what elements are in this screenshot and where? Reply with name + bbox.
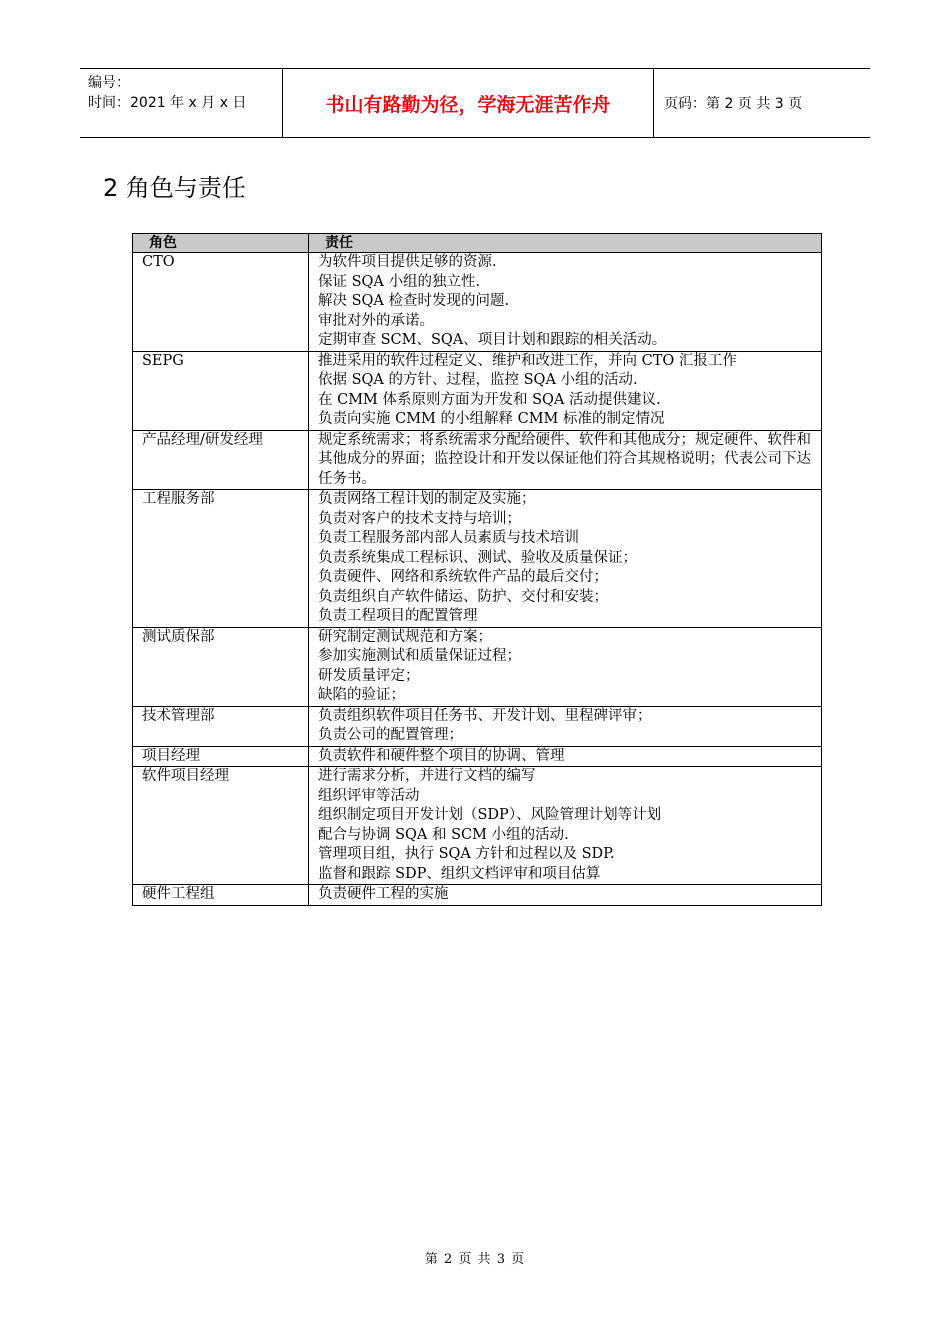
role-cell: 产品经理/研发经理: [133, 430, 309, 490]
page-footer: 第 2 页 共 3 页: [424, 1252, 526, 1267]
table-row: [133, 351, 822, 430]
table-row: [133, 490, 822, 628]
code-label: 编号：: [88, 75, 130, 91]
role-cell: 项目经理: [133, 746, 309, 767]
responsibility-line: 监督和跟踪 SDP、组织文档评审和项目估算: [318, 865, 601, 882]
responsibility-line: 缺陷的验证；: [318, 687, 405, 703]
roles-table: [132, 233, 822, 906]
responsibility-cell: [309, 885, 822, 906]
responsibility-line: 审批对外的承诺。: [318, 312, 434, 329]
responsibility-line: 负责网络工程计划的制定及实施；: [318, 491, 536, 507]
responsibility-line: 负责工程服务部内部人员素质与技术培训: [318, 530, 579, 546]
responsibility-cell: [309, 706, 822, 746]
header-meta: [80, 69, 282, 137]
responsibility-line: 配合与协调 SQA 和 SCM 小组的活动.: [318, 826, 569, 843]
table-row: [133, 430, 822, 490]
responsibility-line: 负责组织自产软件储运、防护、交付和安装；: [318, 588, 608, 605]
roles-table-body: [133, 253, 822, 906]
table-row: [133, 885, 822, 906]
responsibility-cell: [309, 627, 822, 706]
responsibility-cell: [309, 767, 822, 885]
role-cell: 软件项目经理: [133, 767, 309, 885]
responsibility-cell: [309, 490, 822, 628]
responsibility-line: 负责硬件、网络和系统软件产品的最后交付；: [318, 569, 608, 585]
responsibility-line: 解决 SQA 检查时发现的问题.: [318, 293, 510, 309]
header-page-info: 页码：第 2 页 共 3 页: [664, 96, 803, 112]
responsibility-line: 依据 SQA 的方针、过程，监控 SQA 小组的活动.: [318, 372, 638, 388]
role-cell: 测试质保部: [133, 627, 309, 706]
responsibility-line: 推进采用的软件过程定义、维护和改进工作，并向 CTO 汇报工作: [318, 352, 737, 369]
role-cell: 技术管理部: [133, 706, 309, 746]
responsibility-line: 负责硬件工程的实施: [318, 886, 449, 902]
header-responsibility: 责任: [309, 234, 822, 253]
responsibility-line: 规定系统需求；将系统需求分配给硬件、软件和其他成分；规定硬件、软件和其他成分的界面；监控设计和开发以保证他们符合其规格说明；代表公司下达任务书。: [318, 431, 811, 487]
time-label: 时间：2021 年 x 月 x 日: [88, 95, 247, 111]
responsibility-line: 负责组织软件项目任务书、开发计划、里程碑评审；: [318, 707, 652, 724]
responsibility-line: 负责系统集成工程标识、测试、验收及质量保证；: [318, 549, 637, 566]
table-row: [133, 767, 822, 885]
responsibility-line: 管理项目组，执行 SQA 方针和过程以及 SDP.: [318, 846, 615, 862]
table-row: [133, 627, 822, 706]
responsibility-line: 负责工程项目的配置管理: [318, 608, 478, 624]
responsibility-line: 为软件项目提供足够的资源.: [318, 254, 497, 270]
responsibility-line: 组织制定项目开发计划（SDP）、风险管理计划等计划: [318, 807, 662, 823]
table-row: [133, 746, 822, 767]
responsibility-cell: [309, 746, 822, 767]
header-motto: 书山有路勤为径，学海无涯苦作舟: [282, 69, 654, 137]
responsibility-line: 参加实施测试和质量保证过程；: [318, 648, 521, 664]
role-cell: 硬件工程组: [133, 885, 309, 906]
responsibility-line: 负责向实施 CMM 的小组解释 CMM 标准的制定情况: [318, 411, 665, 427]
responsibility-line: 定期审查 SCM、SQA、项目计划和跟踪的相关活动。: [318, 332, 667, 348]
header-role: 角色: [133, 234, 309, 253]
responsibility-line: 在 CMM 体系原则方面为开发和 SQA 活动提供建议.: [318, 391, 661, 408]
page-header: [80, 68, 870, 138]
responsibility-line: 负责对客户的技术支持与培训；: [318, 510, 521, 527]
responsibility-line: 研发质量评定；: [318, 667, 420, 684]
responsibility-line: 保证 SQA 小组的独立性.: [318, 273, 481, 290]
responsibility-line: 组织评审等活动: [318, 787, 420, 804]
role-cell: CTO: [133, 253, 309, 352]
role-cell: SEPG: [133, 351, 309, 430]
responsibility-cell: [309, 351, 822, 430]
responsibility-cell: [309, 430, 822, 490]
table-row: [133, 253, 822, 352]
responsibility-line: 进行需求分析，并进行文档的编写: [318, 768, 536, 784]
responsibility-line: 研究制定测试规范和方案；: [318, 628, 492, 645]
role-cell: 工程服务部: [133, 490, 309, 628]
section-title: 2 角色与责任: [103, 174, 246, 202]
responsibility-cell: [309, 253, 822, 352]
responsibility-line: 负责软件和硬件整个项目的协调、管理: [318, 747, 565, 764]
responsibility-line: 负责公司的配置管理；: [318, 727, 463, 743]
table-row: [133, 706, 822, 746]
table-header-row: [133, 234, 822, 253]
